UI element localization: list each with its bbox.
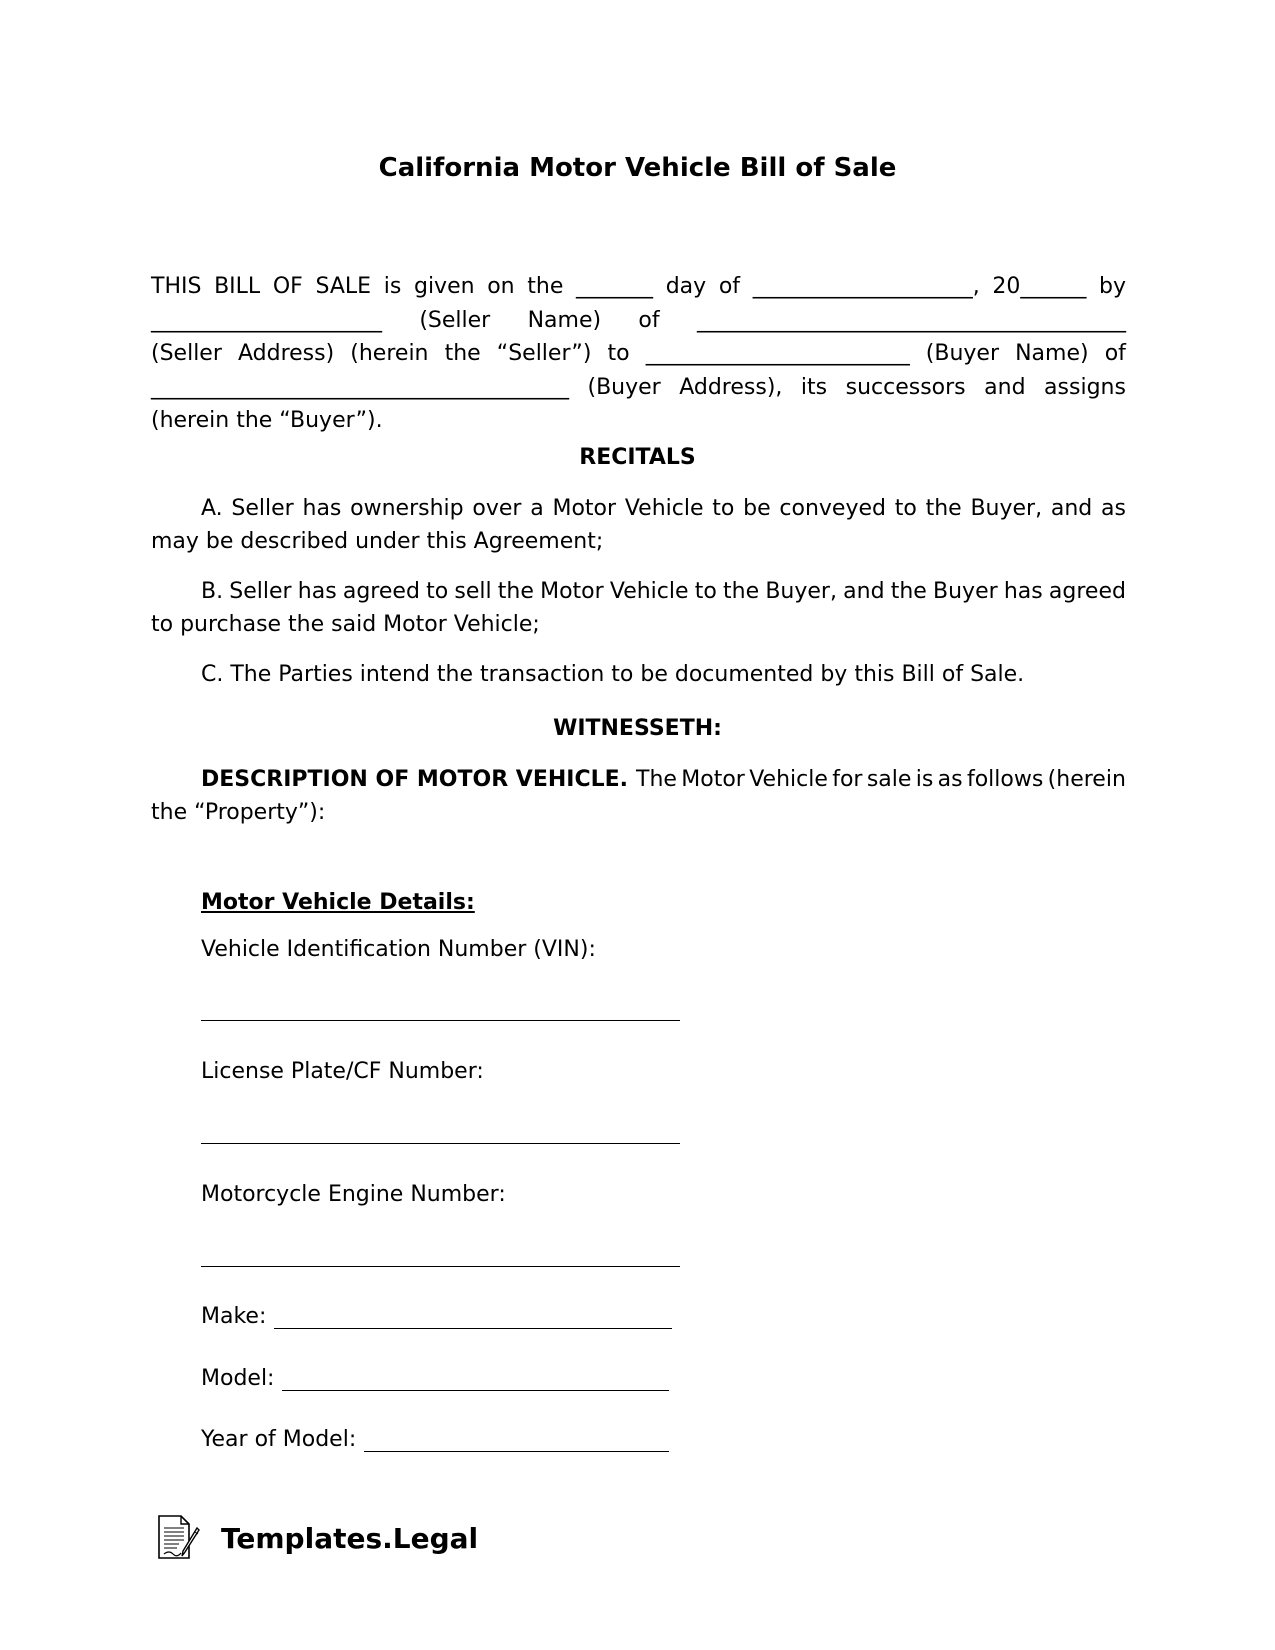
word: to bbox=[694, 579, 717, 604]
word: successors bbox=[845, 374, 966, 400]
word: OF bbox=[272, 274, 303, 299]
word: sale bbox=[866, 767, 912, 792]
word: (Buyer bbox=[587, 374, 661, 400]
word: and bbox=[843, 579, 885, 604]
recitals-heading: RECITALS bbox=[579, 445, 696, 470]
intro-line-2 bbox=[151, 304, 1126, 338]
word: (herein bbox=[350, 341, 429, 366]
year-label: Year of Model: bbox=[201, 1427, 357, 1452]
word: Vehicle bbox=[749, 767, 828, 792]
description-line-2: the “Property”): bbox=[151, 800, 326, 825]
make-row bbox=[201, 1304, 672, 1329]
word: day bbox=[665, 274, 707, 299]
word: the bbox=[497, 579, 534, 604]
word: A. bbox=[201, 496, 223, 521]
word: “Seller”) bbox=[496, 341, 592, 366]
word: by bbox=[1099, 274, 1126, 299]
word: The bbox=[636, 767, 677, 792]
engine-field[interactable] bbox=[201, 1266, 680, 1267]
recital-b bbox=[151, 575, 1126, 641]
word: (herein bbox=[1047, 767, 1126, 792]
word: Address) bbox=[237, 341, 335, 366]
word: Motor bbox=[681, 767, 745, 792]
details-heading: Motor Vehicle Details: bbox=[201, 890, 475, 915]
word: (Seller bbox=[151, 341, 222, 366]
document-with-pen-icon bbox=[155, 1510, 203, 1566]
word: Seller bbox=[231, 496, 294, 521]
word: _______ bbox=[576, 274, 654, 299]
make-label: Make: bbox=[201, 1304, 267, 1329]
model-row bbox=[201, 1366, 669, 1391]
intro-line-3 bbox=[151, 337, 1126, 371]
recital-a-line-2: may be described under this Agreement; bbox=[151, 529, 604, 554]
year-field[interactable] bbox=[364, 1431, 669, 1452]
word: agreed bbox=[342, 579, 420, 604]
word: Buyer bbox=[933, 579, 998, 604]
description-paragraph bbox=[151, 763, 1126, 829]
word: Vehicle bbox=[609, 579, 689, 604]
model-field[interactable] bbox=[282, 1370, 669, 1391]
word: Name) bbox=[527, 307, 602, 333]
model-label: Model: bbox=[201, 1366, 275, 1391]
intro-line-5: (herein the “Buyer”). bbox=[151, 408, 383, 433]
word: sell bbox=[454, 579, 492, 604]
word: B. bbox=[201, 579, 224, 604]
word: as bbox=[1101, 496, 1126, 521]
description-line-1 bbox=[151, 763, 1126, 796]
word: conveyed bbox=[779, 496, 886, 521]
word: of bbox=[718, 274, 741, 299]
word: Motor bbox=[552, 496, 617, 521]
make-field[interactable] bbox=[274, 1308, 672, 1329]
word: the bbox=[890, 579, 927, 604]
word: has bbox=[1003, 579, 1043, 604]
word: BILL bbox=[214, 274, 261, 299]
word: Name) bbox=[1015, 341, 1089, 366]
word: 20______ bbox=[992, 274, 1087, 299]
recital-a-line-1 bbox=[151, 492, 1126, 525]
witnesseth-heading: WITNESSETH: bbox=[553, 716, 722, 741]
word: agreed bbox=[1048, 579, 1126, 604]
description-bold-label: DESCRIPTION OF MOTOR VEHICLE. bbox=[201, 767, 628, 792]
recital-a bbox=[151, 492, 1126, 558]
word: for bbox=[832, 767, 863, 792]
vin-label: Vehicle Identification Number (VIN): bbox=[201, 937, 596, 962]
word: to bbox=[894, 496, 917, 521]
word: (Seller bbox=[419, 307, 491, 333]
word: a bbox=[530, 496, 544, 521]
word: is bbox=[915, 767, 934, 792]
intro-paragraph bbox=[151, 270, 1126, 438]
word: be bbox=[743, 496, 771, 521]
vin-field[interactable] bbox=[201, 1020, 680, 1021]
word: of bbox=[638, 307, 660, 333]
year-row bbox=[201, 1427, 669, 1452]
word: as bbox=[937, 767, 963, 792]
word: ________________________ bbox=[645, 341, 910, 366]
intro-line-4 bbox=[151, 371, 1126, 405]
word: _______________________________________ bbox=[696, 307, 1126, 333]
word: given bbox=[413, 274, 475, 299]
footer-brand-name: Templates.Legal bbox=[221, 1521, 479, 1555]
word: _____________________ bbox=[151, 307, 382, 333]
word: the bbox=[723, 579, 760, 604]
intro-line-1 bbox=[151, 270, 1126, 304]
word: ownership bbox=[350, 496, 464, 521]
recital-c: C. The Parties intend the transaction to be documented by this Bill of Sale. bbox=[201, 662, 1025, 687]
word: Address), bbox=[679, 374, 783, 400]
word: and bbox=[1050, 496, 1093, 521]
word: of bbox=[1104, 341, 1126, 366]
word: (Buyer bbox=[925, 341, 999, 366]
engine-label: Motorcycle Engine Number: bbox=[201, 1182, 506, 1207]
word: ____________________, bbox=[752, 274, 980, 299]
word: Buyer, bbox=[765, 579, 837, 604]
word: is bbox=[383, 274, 402, 299]
recital-b-line-1 bbox=[151, 575, 1126, 608]
word: Seller bbox=[229, 579, 292, 604]
plate-field[interactable] bbox=[201, 1143, 680, 1144]
footer-brand bbox=[155, 1510, 478, 1566]
word: over bbox=[472, 496, 522, 521]
word: Motor bbox=[540, 579, 604, 604]
word: to bbox=[607, 341, 630, 366]
word: assigns bbox=[1044, 374, 1126, 400]
word: the bbox=[527, 274, 564, 299]
word: to bbox=[712, 496, 735, 521]
document-title: California Motor Vehicle Bill of Sale bbox=[378, 153, 897, 183]
word: to bbox=[426, 579, 449, 604]
word: has bbox=[297, 579, 337, 604]
description-line-1-rest bbox=[636, 763, 1126, 796]
word: its bbox=[800, 374, 828, 400]
word: the bbox=[925, 496, 962, 521]
word: and bbox=[984, 374, 1026, 400]
word: Buyer, bbox=[970, 496, 1043, 521]
word: ______________________________________ bbox=[151, 374, 569, 400]
plate-label: License Plate/CF Number: bbox=[201, 1059, 484, 1084]
word: THIS bbox=[151, 274, 202, 299]
word: Vehicle bbox=[624, 496, 704, 521]
word: on bbox=[487, 274, 515, 299]
word: follows bbox=[966, 767, 1044, 792]
word: has bbox=[302, 496, 342, 521]
word: SALE bbox=[315, 274, 372, 299]
recital-b-line-2: to purchase the said Motor Vehicle; bbox=[151, 612, 540, 637]
word: the bbox=[444, 341, 481, 366]
